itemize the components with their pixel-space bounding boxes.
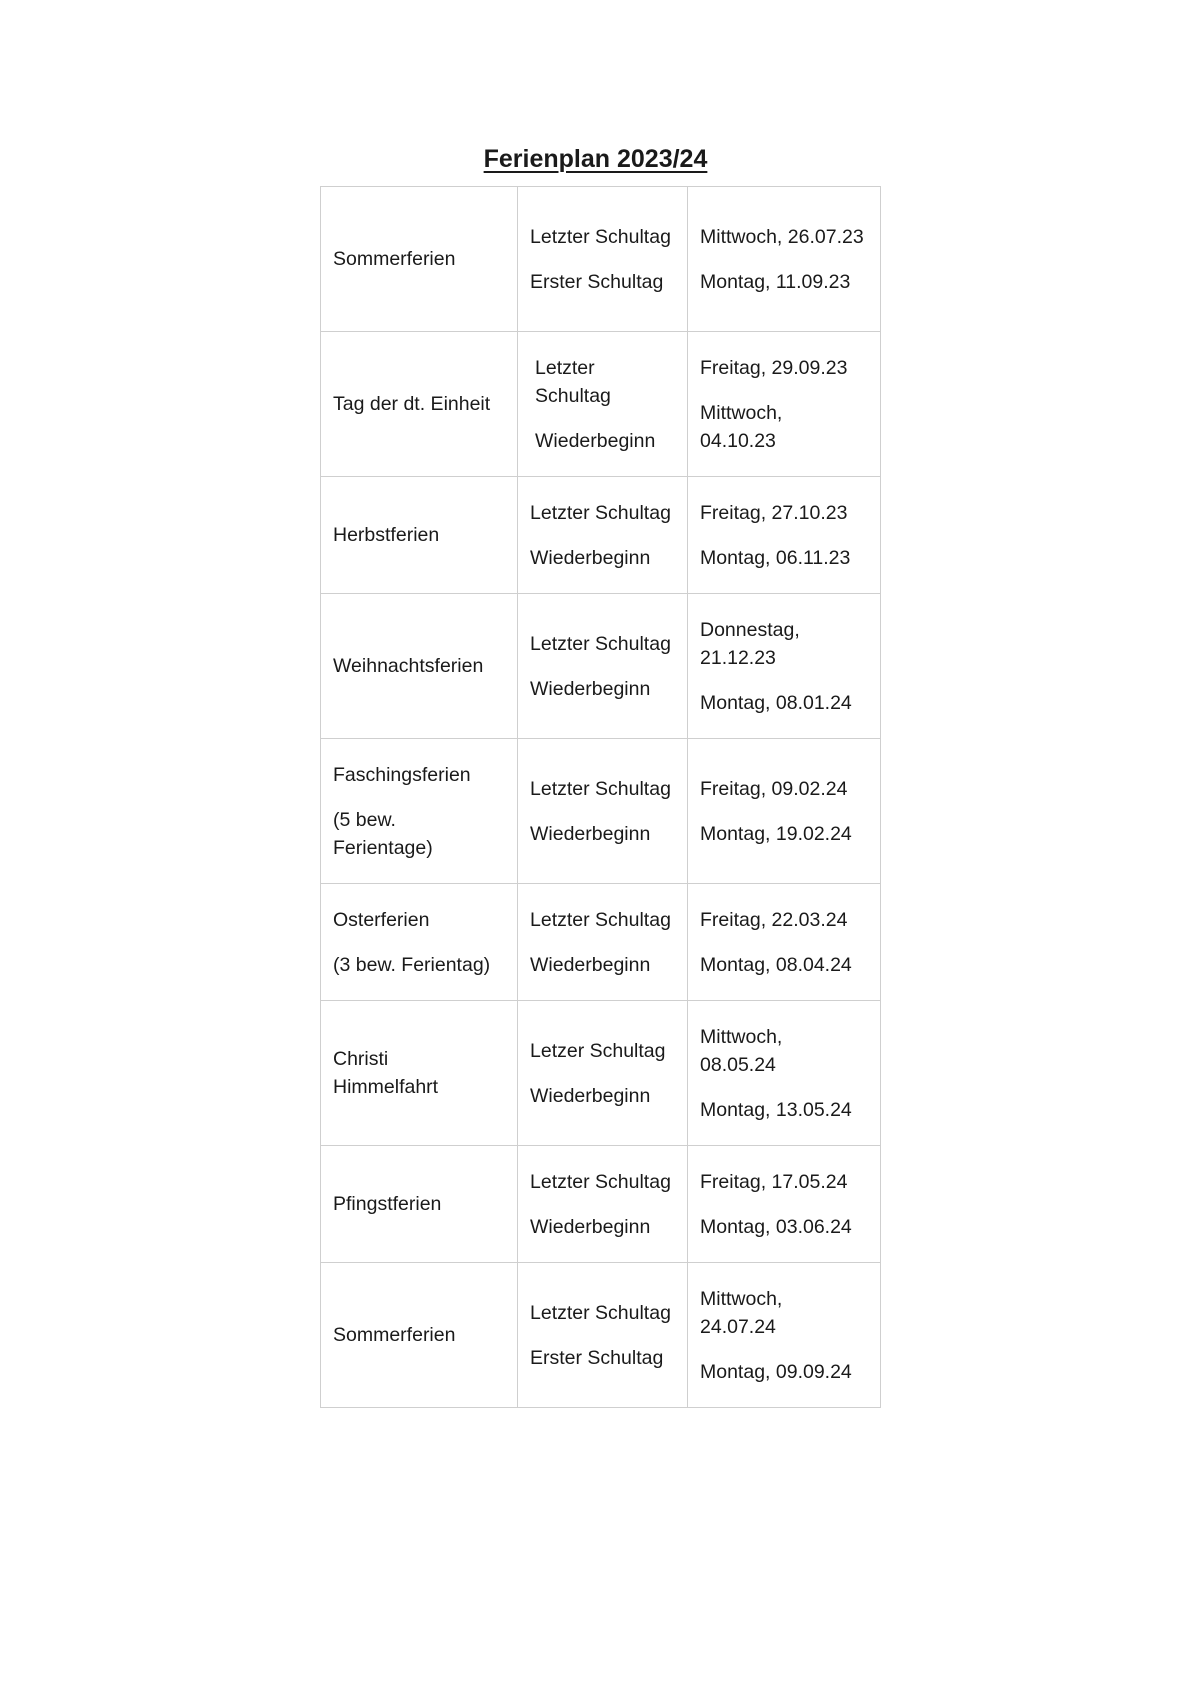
restart-label: Wiederbeginn: [530, 1215, 651, 1238]
restart-label: Wiederbeginn: [530, 953, 651, 976]
last-day-date: Freitag, 17.05.24: [700, 1170, 848, 1193]
last-day-date: Mittwoch, 26.07.23: [700, 225, 864, 248]
page-title: [0, 142, 1191, 176]
period-cell: [321, 1001, 518, 1146]
period-name: Tag der dt. Einheit: [333, 393, 491, 415]
date-cell: [688, 477, 881, 594]
last-day-label: Letzter Schultag: [530, 1301, 671, 1324]
last-day-date: Mittwoch, 24.07.24: [700, 1287, 783, 1338]
period-cell: [321, 1146, 518, 1263]
table-row: [321, 187, 881, 332]
period-name: Sommerferien: [333, 248, 456, 270]
table-row: [321, 1146, 881, 1263]
period-cell: [321, 884, 518, 1001]
last-day-label: Letzer Schultag: [530, 1039, 666, 1062]
date-cell: [688, 332, 881, 477]
period-name: Sommerferien: [333, 1324, 456, 1346]
restart-date: Montag, 11.09.23: [700, 270, 851, 293]
restart-date: Montag, 06.11.23: [700, 546, 851, 569]
date-cell: [688, 884, 881, 1001]
label-cell: [518, 1263, 688, 1408]
last-day-label: Letzter Schultag: [530, 1170, 671, 1193]
table-row: [321, 477, 881, 594]
date-cell: [688, 594, 881, 739]
table-row: [321, 332, 881, 477]
date-cell: [688, 739, 881, 884]
period-cell: [321, 739, 518, 884]
restart-label: Wiederbeginn: [530, 1084, 651, 1107]
restart-label: Wiederbeginn: [530, 546, 651, 569]
last-day-date: Freitag, 27.10.23: [700, 501, 848, 524]
last-day-date: Donnestag, 21.12.23: [700, 618, 800, 669]
page-title-text: Ferienplan 2023/24: [483, 145, 708, 173]
table-row: [321, 594, 881, 739]
date-cell: [688, 187, 881, 332]
restart-date: Montag, 03.06.24: [700, 1215, 852, 1238]
period-cell: [321, 477, 518, 594]
restart-date: Montag, 19.02.24: [700, 822, 852, 845]
last-day-date: Mittwoch, 08.05.24: [700, 1025, 783, 1076]
label-cell: [518, 594, 688, 739]
last-day-date: Freitag, 09.02.24: [700, 777, 848, 800]
restart-date: Montag, 08.04.24: [700, 953, 852, 976]
period-name: Osterferien: [333, 908, 430, 931]
period-name: Faschingsferien: [333, 763, 471, 786]
restart-date: Montag, 08.01.24: [700, 691, 852, 714]
restart-date: Mittwoch, 04.10.23: [700, 401, 783, 452]
period-cell: [321, 594, 518, 739]
label-cell: [518, 884, 688, 1001]
last-day-date: Freitag, 22.03.24: [700, 908, 848, 931]
period-name: Herbstferien: [333, 524, 440, 546]
last-day-label: Letzter Schultag: [530, 908, 671, 931]
last-day-date: Freitag, 29.09.23: [700, 356, 848, 379]
table-row: [321, 739, 881, 884]
date-cell: [688, 1001, 881, 1146]
table-row: [321, 1001, 881, 1146]
date-cell: [688, 1146, 881, 1263]
period-name: Weihnachtsferien: [333, 655, 484, 677]
restart-label: Wiederbeginn: [530, 822, 651, 845]
last-day-label: Letzter Schultag: [530, 501, 671, 524]
last-day-label: Letzter Schultag: [535, 356, 611, 407]
period-cell: [321, 332, 518, 477]
period-name: Pfingstferien: [333, 1193, 442, 1215]
restart-label: Erster Schultag: [530, 1346, 664, 1369]
label-cell: [518, 1001, 688, 1146]
holiday-table: [320, 186, 881, 1408]
label-cell: [518, 187, 688, 332]
period-note: (3 bew. Ferientag): [333, 953, 491, 976]
restart-date: Montag, 09.09.24: [700, 1360, 852, 1383]
period-name: Christi Himmelfahrt: [333, 1048, 439, 1098]
period-note: (5 bew. Ferientage): [333, 808, 433, 859]
restart-label: Wiederbeginn: [535, 429, 656, 452]
label-cell: [518, 332, 688, 477]
table-row: [321, 1263, 881, 1408]
label-cell: [518, 739, 688, 884]
last-day-label: Letzter Schultag: [530, 632, 671, 655]
label-cell: [518, 1146, 688, 1263]
label-cell: [518, 477, 688, 594]
date-cell: [688, 1263, 881, 1408]
last-day-label: Letzter Schultag: [530, 225, 671, 248]
period-cell: [321, 187, 518, 332]
restart-date: Montag, 13.05.24: [700, 1098, 852, 1121]
period-cell: [321, 1263, 518, 1408]
last-day-label: Letzter Schultag: [530, 777, 671, 800]
table-row: [321, 884, 881, 1001]
restart-label: Wiederbeginn: [530, 677, 651, 700]
restart-label: Erster Schultag: [530, 270, 664, 293]
